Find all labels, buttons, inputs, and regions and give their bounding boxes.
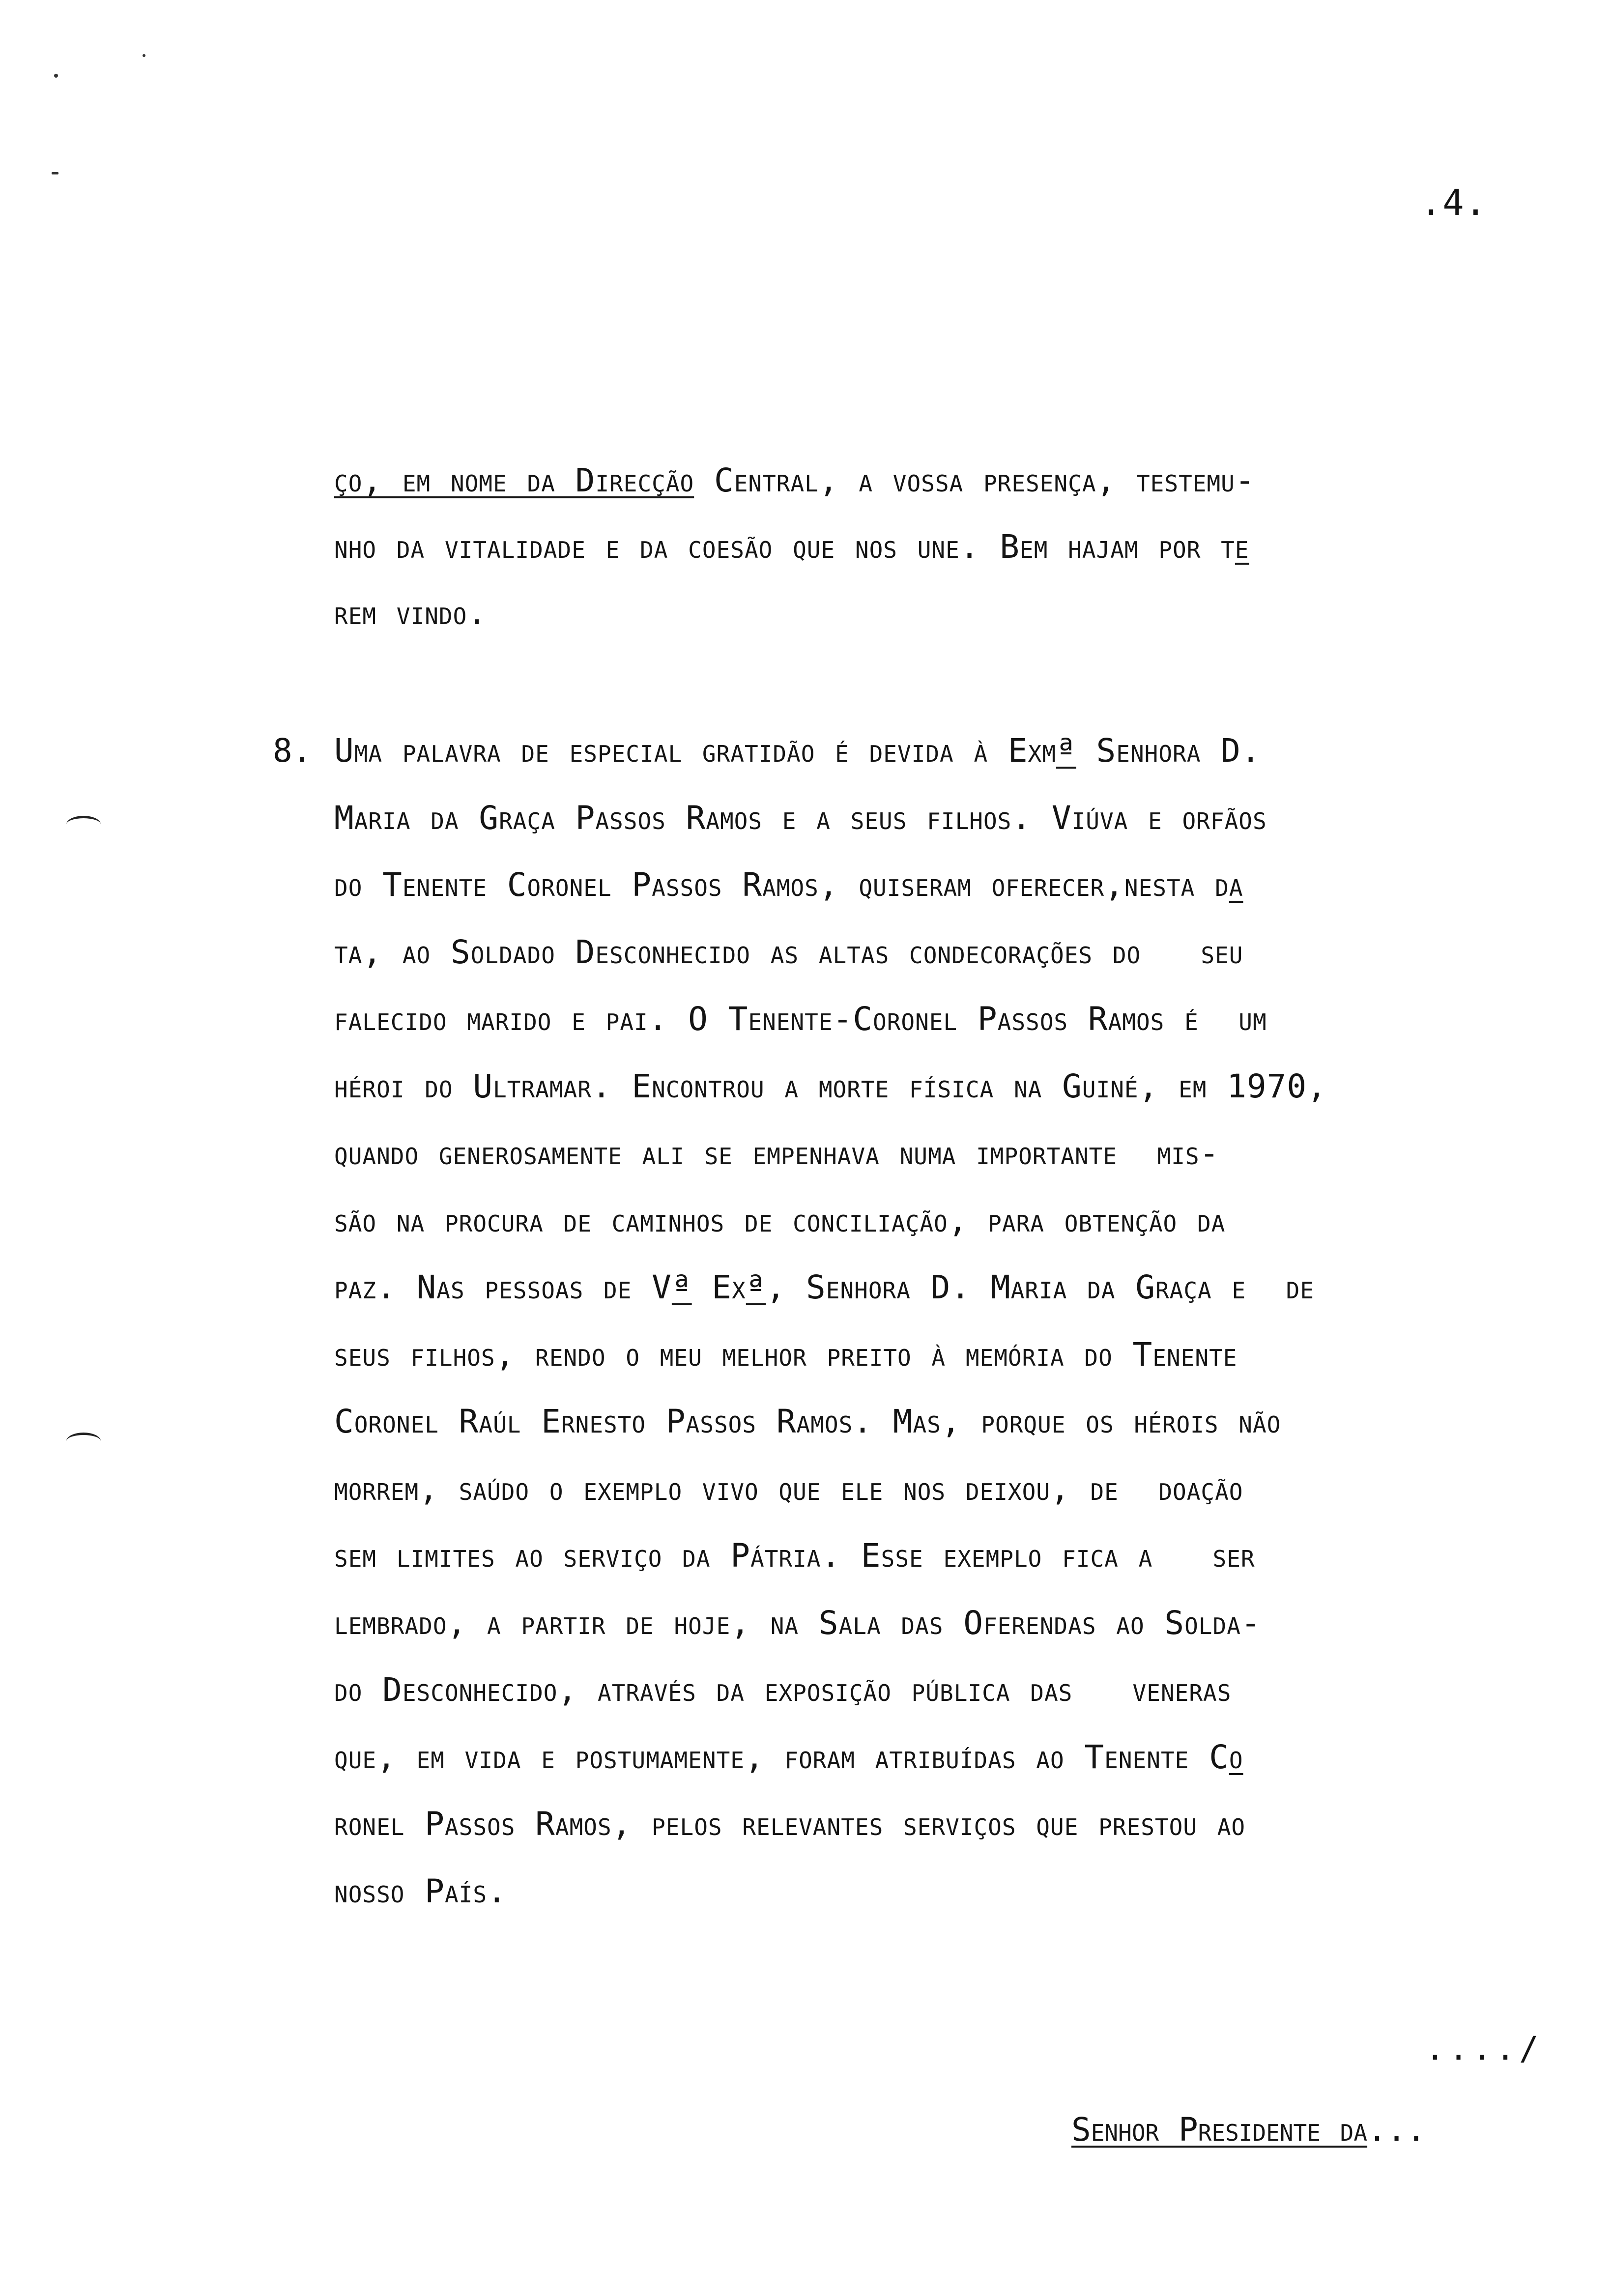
text-line [334,528,1249,566]
underlined-text: o [1229,1738,1243,1776]
text-span: Central, a vossa presença, testemu- [694,461,1255,499]
text-line [334,1134,1220,1172]
underlined-text: e [1235,528,1249,566]
text-line [334,1000,1267,1038]
text-line [334,1671,1232,1709]
text-span: sem limites ao serviço da Pátria. Esse exemplo fica a ser [334,1537,1255,1575]
underlined-text: ª [746,1268,766,1306]
text-line [334,1201,1226,1239]
next-page-heading-underlined: Senhor Presidente da [1071,2111,1368,2149]
underlined-text: ª [1056,732,1076,770]
text-line [334,1537,1255,1575]
item-number: 8. [273,732,312,770]
text-line [334,1872,507,1910]
text-span: paz. Nas pessoas de V [334,1268,672,1306]
text-span: ronel Passos Ramos, pelos relevantes serviços que prestou ao [334,1805,1246,1843]
underlined-text: a [1229,866,1243,904]
text-span: nho da vitalidade e da coesão que nos une. Bem hajam por t [334,528,1235,566]
text-span: morrem, saúdo o exemplo vivo que ele nos deixou, de doação [334,1469,1243,1508]
text-span: Coronel Raúl Ernesto Passos Ramos. Mas, porque os hérois não [334,1403,1281,1440]
text-span: seus filhos, rendo o meu melhor preito à memória do Tenente [334,1335,1238,1374]
text-span: lembrado, a partir de hoje, na Sala das Oferendas ao Solda- [334,1604,1261,1642]
text-line [334,461,1255,499]
text-line [334,1403,1281,1440]
text-line [334,1604,1261,1642]
text-line [334,1335,1238,1374]
underlined-text: ª [671,1268,692,1306]
text-span: Ex [691,1268,746,1306]
text-line [334,732,1261,770]
binder-hole-mark [66,1433,101,1450]
text-line [334,1268,1315,1306]
scan-speck [54,74,58,78]
text-line [334,866,1243,904]
underlined-text: ço, em nome da Direcção [334,461,694,499]
text-span: , Senhora D. Maria da Graça e de [766,1268,1315,1306]
scan-speck [52,172,58,174]
text-span: do Desconhecido, através da exposição pública das veneras [334,1671,1232,1709]
text-line [334,799,1267,837]
text-span: ta, ao Soldado Desconhecido as altas condecorações do seu [334,933,1243,971]
text-line [334,1805,1246,1843]
text-line [334,594,488,632]
text-span: héroi do Ultramar. Encontrou a morte física na Guiné, em 1970, [334,1067,1327,1105]
text-span: Uma palavra de especial gratidão é devida à Exm [334,732,1057,770]
text-line [334,1738,1243,1776]
next-page-heading [1071,2111,1426,2149]
continuation-marker: ..../ [1425,2030,1543,2067]
text-span: do Tenente Coronel Passos Ramos, quiseram oferecer,nesta d [334,866,1229,904]
text-line [334,933,1243,971]
text-span: que, em vida e postumamente, foram atribuídas ao Tenente C [334,1738,1229,1776]
text-span: rem vindo. [334,594,488,632]
text-line [334,1067,1327,1105]
text-span: Maria da Graça Passos Ramos e a seus filhos. Viúva e orfãos [334,799,1267,837]
text-span: são na procura de caminhos de conciliação, para obtenção da [334,1201,1226,1239]
text-span: quando generosamente ali se empenhava numa importante mis- [334,1134,1220,1172]
binder-hole-mark [66,816,101,833]
page-number: .4. [1420,182,1488,223]
text-span: Senhora D. [1076,732,1261,770]
text-line [334,1469,1243,1508]
scan-speck [143,54,145,57]
text-span: falecido marido e pai. O Tenente-Coronel Passos Ramos é um [334,1000,1267,1038]
next-page-heading-ellipsis: ... [1367,2111,1426,2149]
text-span: nosso País. [334,1872,507,1910]
